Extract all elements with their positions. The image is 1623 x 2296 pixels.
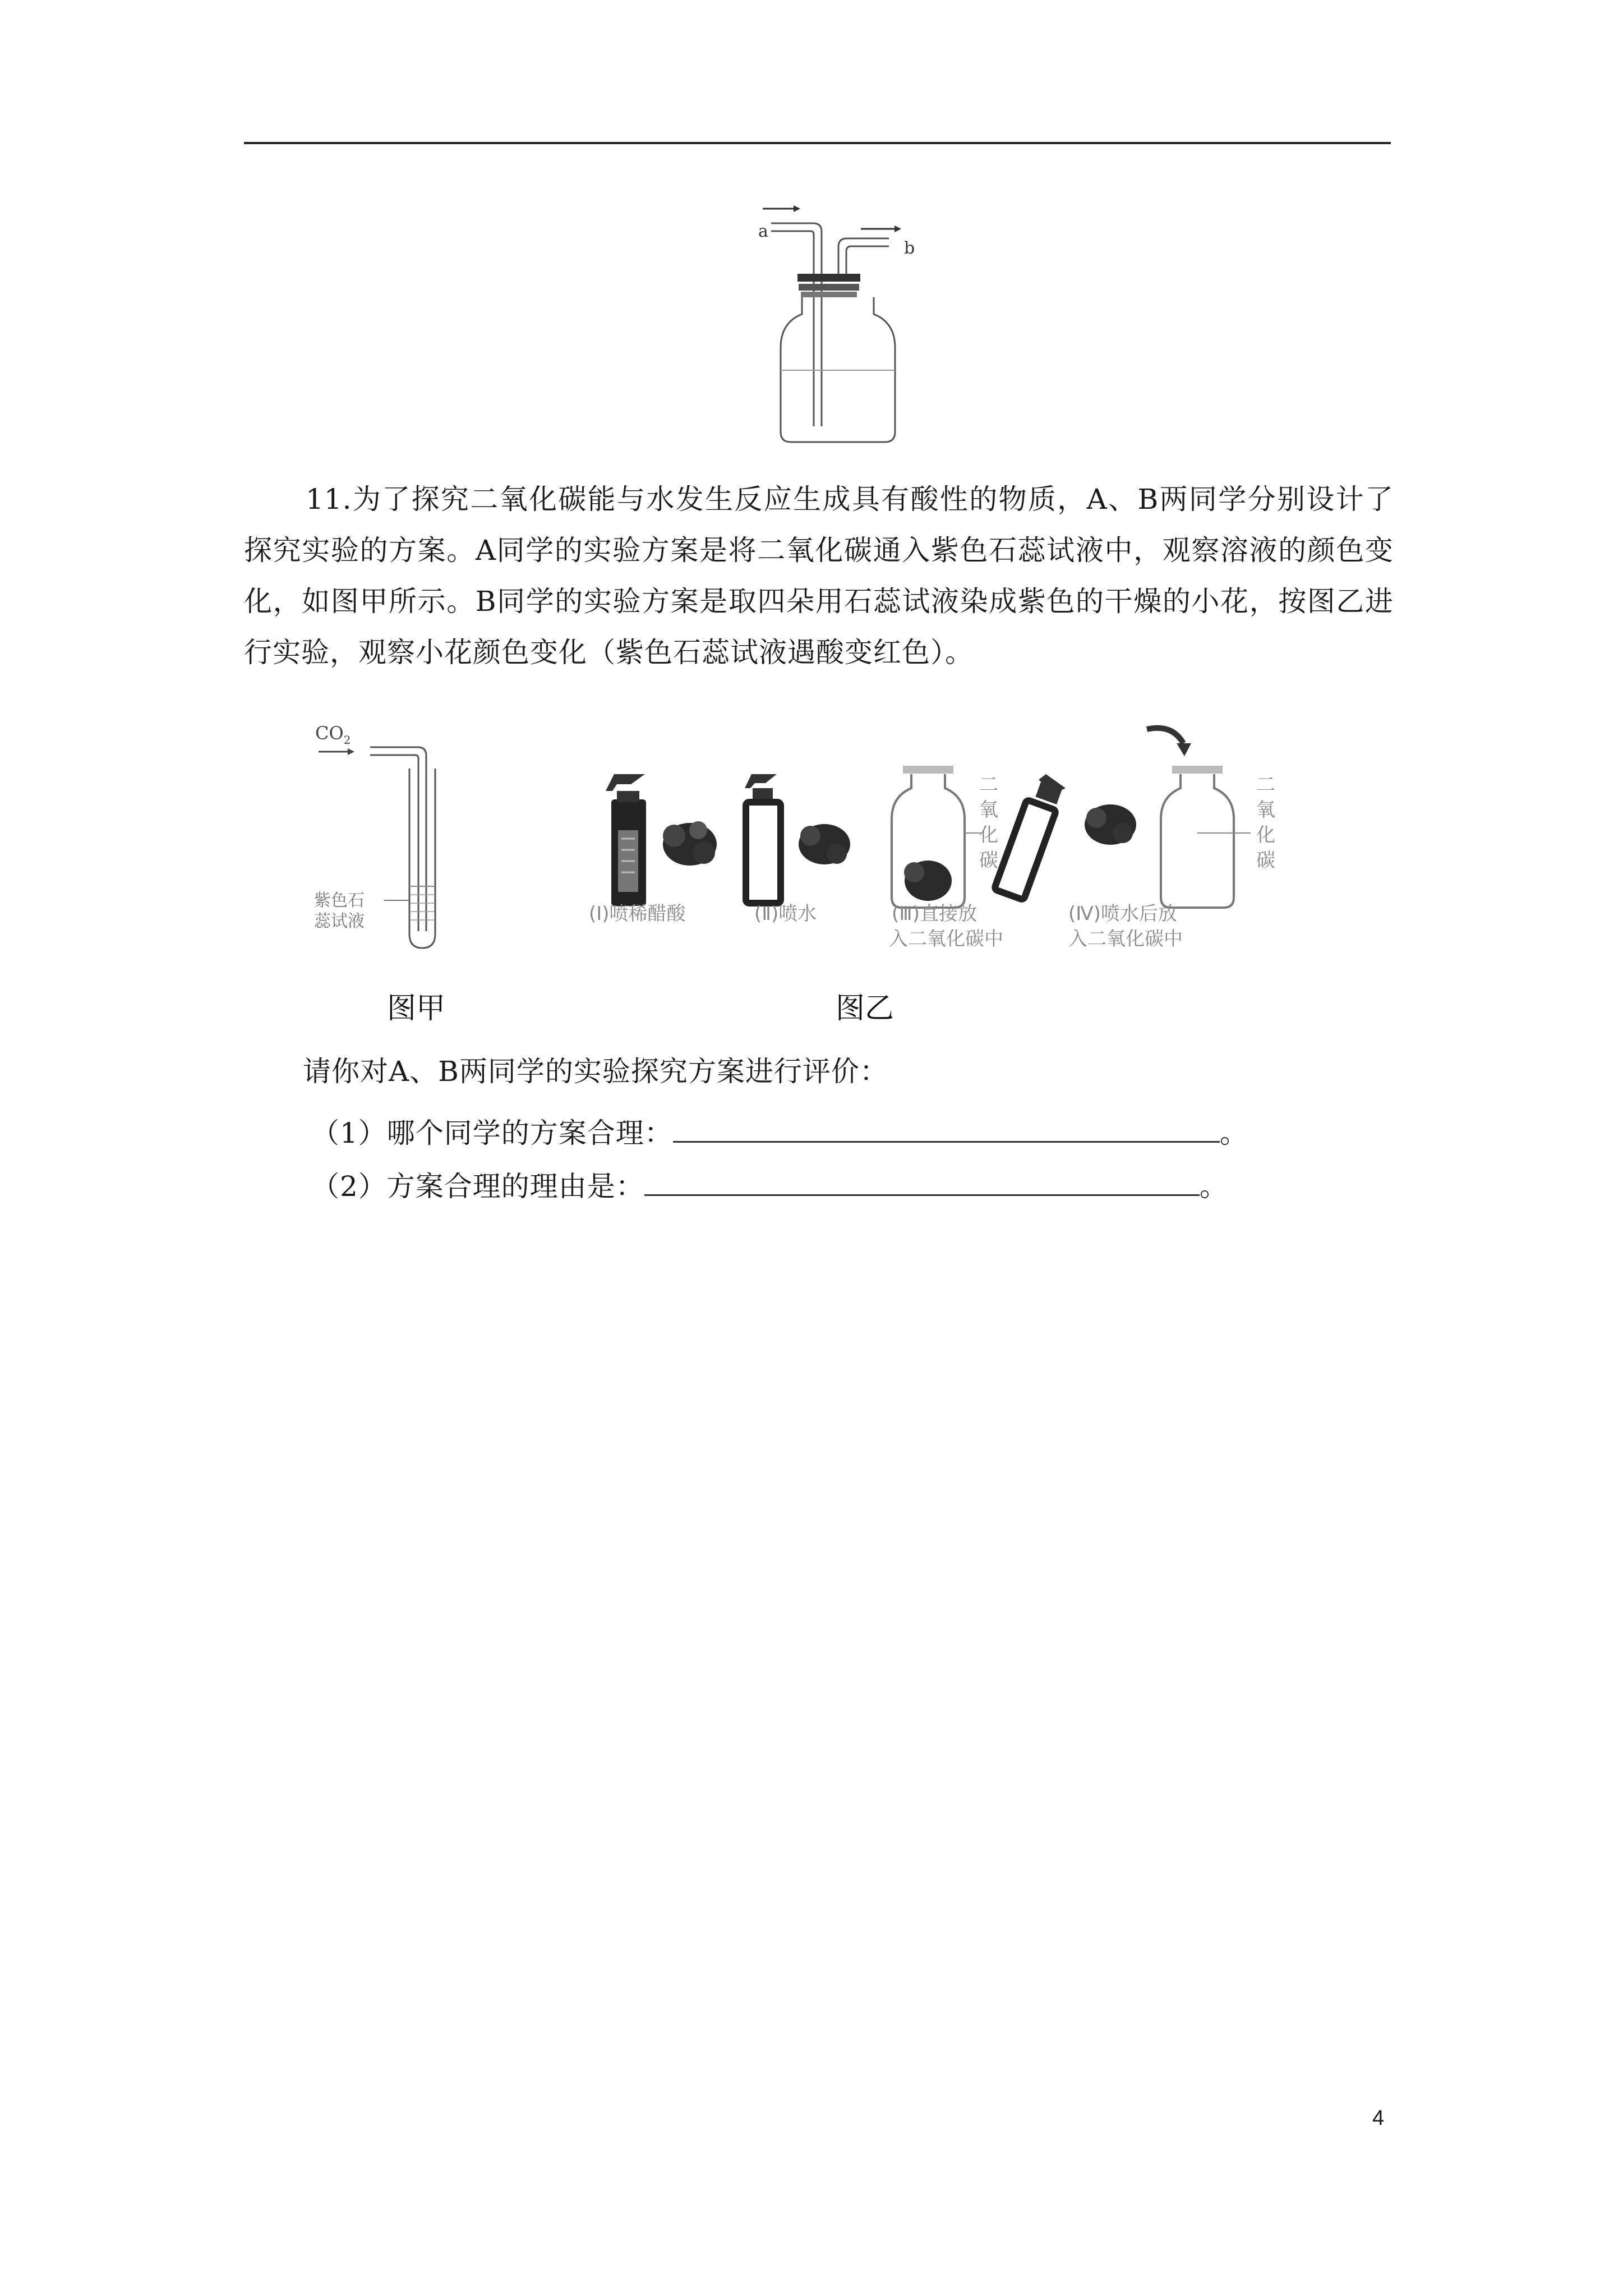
header-rule: [244, 142, 1391, 144]
step-4-caption: (Ⅳ)喷水后放: [1068, 903, 1177, 925]
evaluation-prompt: 请你对A、B两同学的实验探究方案进行评价：: [303, 1055, 888, 1088]
sub-question-1: [311, 1116, 1248, 1150]
page-number: 4: [1372, 2106, 1385, 2130]
co2-label: $CO_2$: [315, 723, 351, 747]
jar-label-char: 二: [1256, 774, 1275, 796]
jar-label-char: 氧: [979, 799, 998, 821]
jar-label-char: 二: [979, 774, 998, 796]
gas-washing-bottle-figure: [746, 202, 931, 449]
spray-bottle-vinegar-icon: [606, 774, 646, 906]
jar-label-char: 化: [979, 824, 998, 846]
spray-bottle-water-icon: [994, 774, 1066, 900]
answer-blank-2[interactable]: [644, 1170, 1200, 1196]
jar-label-char: 碳: [1256, 849, 1275, 872]
end-mark: 。: [1199, 1170, 1228, 1203]
flower-icon: [1085, 804, 1136, 845]
figure-jia-caption: 图甲: [387, 992, 446, 1025]
flower-icon: [799, 824, 850, 864]
step-3-caption-line2: 入二氧化碳中: [889, 928, 1003, 950]
jar-label-char: 化: [1256, 824, 1275, 846]
spray-bottle-water-icon: [745, 774, 781, 903]
question-body: 11.为了探究二氧化碳能与水发生反应生成具有酸性的物质，A、B两同学分别设计了探究实验的方案。A同学的实验方案是将二氧化碳通入紫色石蕊试液中，观察溶液的颜色变化，如图甲所示。B同学的实验方案是取四朵用石蕊试液染成紫色的干燥的小花，按图乙进行实验，观察小花颜色变化（紫色石蕊试液遇酸变红色）。: [244, 483, 1394, 669]
figure-jia-test-tube: [314, 718, 471, 954]
flower-icon: [663, 821, 717, 866]
jar-label-char: 氧: [1256, 799, 1275, 821]
end-mark: 。: [1219, 1117, 1248, 1149]
label-a: a: [758, 222, 768, 241]
label-b: b: [904, 238, 915, 258]
step-4-caption-line2: 入二氧化碳中: [1068, 928, 1183, 950]
gas-jar-icon: [1161, 766, 1251, 908]
gas-jar-icon: [892, 766, 981, 908]
sub-question-2-text: （2）方案合理的理由是：: [311, 1170, 644, 1203]
sub-question-1-text: （1）哪个同学的方案合理：: [311, 1117, 673, 1149]
step-3-caption: (Ⅲ)直接放: [892, 903, 977, 925]
question-text: [244, 474, 1394, 678]
step-1-caption: (Ⅰ)喷稀醋酸: [589, 903, 686, 925]
figure-yi-caption: 图乙: [836, 992, 895, 1025]
liquid-label-1: 紫色石: [314, 891, 365, 910]
figure-yi-flower-experiment: [578, 718, 1318, 965]
jar-label-char: 碳: [979, 849, 998, 872]
answer-blank-1[interactable]: [673, 1116, 1220, 1143]
liquid-label-2: 蕊试液: [314, 912, 365, 931]
step-2-caption: (Ⅱ)喷水: [754, 903, 817, 925]
sub-question-2: [311, 1170, 1228, 1203]
